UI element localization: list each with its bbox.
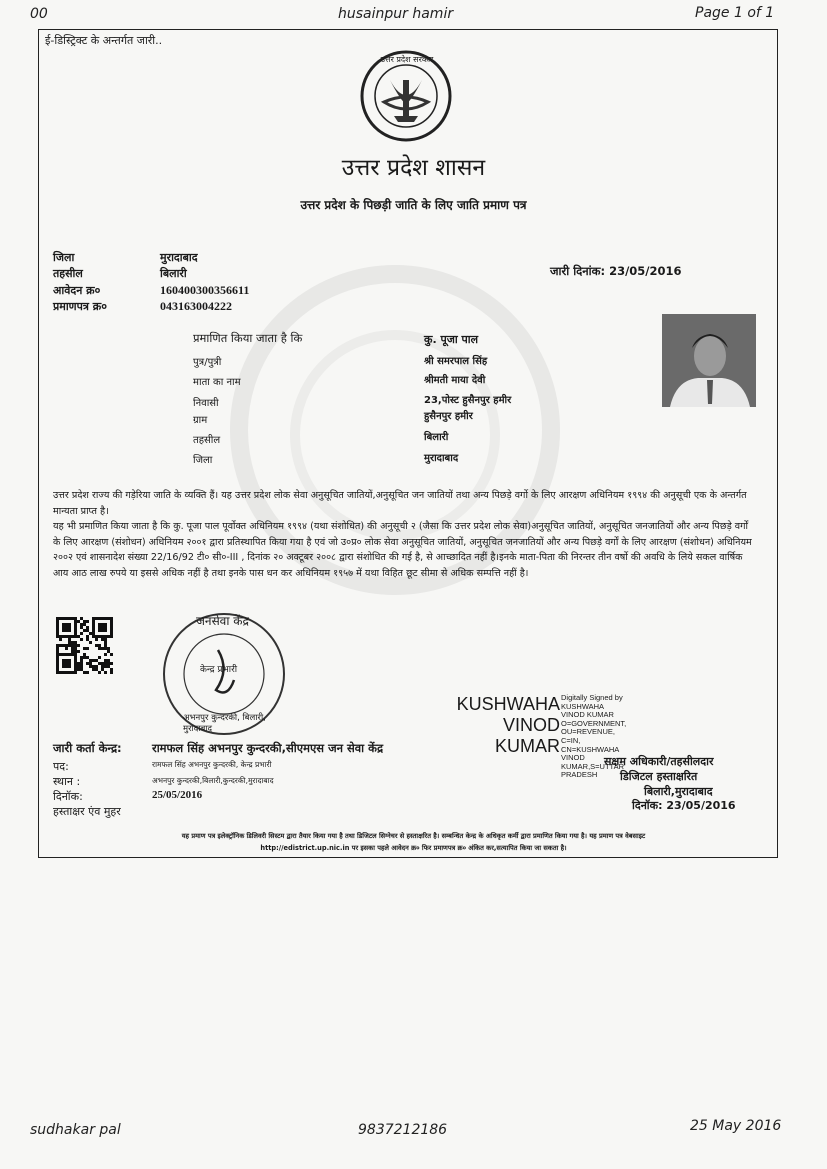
meta-value-certificate: 043163004222 [160, 299, 232, 313]
signature-detail-line: C=IN, [561, 735, 581, 745]
certification-paragraph: यह भी प्रमाणित किया जाता है कि कु. पूजा पाल पूर्वोक्त अधिनियम १९९४ (यथा संशोधित) की अनुसूची २ (जैसा कि उत्तर प्रदेश लोक सेवा)अनुसूचित जातियों, अनुसूचित जनजातियों और अन्य पिछड़े वर्गों के लिए आरक्षण (संशोधन) अधिनियम २००१ द्वारा प्रतिस्थापित किया गया है एवं जो उ०प्र० लोक सेवा अनुसूचित जातियों, अनुसूचित जनजातियों और अन्य पिछड़े वर्गों के लिए आरक्षण (संशोधन) अधिनियम २००२ एवं शासनादेश संख्या 22/16/92 टी० सी०-III , दिनांक २० अक्टूबर २००८ द्वारा संशोधित की गई है, से आच्छादित नहीं है।इनके माता-पिता की निरन्तर तीन वर्षो की अवधि के लिये सकल वार्षिक आय आठ लाख रुपये या इससे अधिक नहीं है तथा इनके पास धन कर अधिनियम १९५७ में यथा विहित छूट सीमा से अधिक सम्पत्ति नहीं है। [53, 521, 752, 579]
detail-label-residence: निवासी [193, 398, 219, 409]
issuer-place-value: अभनपुर कुन्दरकी,बिलारी,कुन्दरकी,मुरादाबाद [152, 776, 274, 785]
caste-paragraph: उत्तर प्रदेश राज्य की गड़ेरिया जाति के व्यक्ति हैं। यह उत्तर प्रदेश लोक सेवा अनुसूचित जातियों,अनुसूचित जन जातियों तथा अन्य पिछड़े वर्गो के लिए आरक्षण अधिनियम १९९४ की अनुसूची एक के अन्तर्गत मान्यता प्राप्त है। [53, 490, 747, 517]
top-note: ई-डिस्ट्रिक्ट के अन्तर्गत जारी.. [45, 34, 163, 47]
issuer-center-value: रामफल सिंह अभनपुर कुन्दरकी,सीएमएस जन सेवा केंद्र [152, 741, 384, 755]
signature-detail-line: CN=KUSHWAHA [561, 744, 620, 754]
header-right: Page 1 of 1 [695, 5, 775, 21]
verification-note: http://edistrict.up.nic.in पर इसका पहले आवेदन क्र० फिर प्रमाणपत्र क्र० अंकित कर,सत्यापित किया जा सकता है। [260, 844, 567, 852]
applicant-photo [662, 314, 756, 407]
emblem-caption: उत्तर प्रदेश सरकार [380, 55, 434, 64]
signature-detail-line: VINOD KUMAR [561, 710, 614, 720]
authority-date: दिनॉक: 23/05/2016 [632, 799, 736, 812]
detail-label-village: ग्राम [193, 415, 208, 426]
stamp-center-text: केन्द्र प्रभारी [200, 665, 238, 675]
signature-detail-line: Digitally Signed by [561, 693, 623, 702]
authority-place: बिलारी,मुरादाबाद [644, 785, 713, 798]
details-intro: प्रमाणित किया जाता है कि [193, 331, 303, 345]
footer-right: 25 May 2016 [690, 1118, 782, 1134]
meta-value-tehsil: बिलारी [160, 267, 187, 280]
issuer-sign-label: हस्ताक्षर एंव मुहर [53, 805, 121, 818]
header-left: 00 [30, 6, 48, 22]
footer-left: sudhakar pal [30, 1122, 121, 1138]
header-center: husainpur hamir [338, 6, 454, 22]
issuer-date-label: दिनॉक: [53, 790, 83, 803]
meta-label-certificate: प्रमाणपत्र क्र० [53, 300, 107, 313]
footer-center: 9837212186 [358, 1122, 448, 1138]
detail-value-mother: श्रीमती माया देवी [424, 375, 486, 386]
certificate-heading: उत्तर प्रदेश शासन [341, 155, 486, 181]
issuer-date-value: 25/05/2016 [152, 789, 203, 801]
authority-digital: डिजिटल हस्ताक्षरित [620, 770, 698, 783]
stamp-top-text: जनसेवा केंद्र [196, 614, 249, 628]
signature-detail-line: OU=REVENUE, [561, 727, 615, 737]
signer-name-line: VINOD [502, 715, 560, 735]
issuer-post-label: पद: [53, 760, 69, 773]
issue-date: जारी दिनांक: 23/05/2016 [550, 264, 682, 278]
detail-value-tehsil: बिलारी [424, 432, 449, 443]
signature-detail-line: KUSHWAHA [561, 701, 605, 711]
detail-value-district: मुरादाबाद [424, 453, 459, 464]
meta-label-application: आवेदन क्र० [53, 284, 101, 297]
detail-value-parent: श्री समरपाल सिंह [424, 356, 488, 367]
signature-detail-line: KUMAR,S=UTTAR [561, 761, 624, 771]
authority-title: सक्षम अधिकारी/तहसीलदार [604, 755, 714, 768]
signature-detail-line: O=GOVERNMENT, [561, 718, 627, 728]
signer-name-line: KUSHWAHA [456, 694, 560, 714]
meta-label-district: जिला [53, 251, 75, 264]
detail-label-parent: पुत्र/पुत्री [193, 357, 222, 368]
signature-detail-line: PRADESH [561, 770, 598, 780]
signer-name [442, 694, 560, 757]
meta-value-application: 160400300356611 [160, 283, 250, 297]
detail-label-mother: माता का नाम [193, 377, 241, 388]
certificate-subtitle: उत्तर प्रदेश के पिछड़ी जाति के लिए जाति प्रमाण पत्र [300, 198, 527, 212]
signer-name-line: KUMAR [494, 736, 560, 756]
qr-code [56, 617, 113, 674]
issuer-post-value: रामफल सिंह अभनपुर कुन्दरकी, केन्द्र प्रभारी [152, 760, 272, 769]
detail-value-residence: 23,पोस्ट हुसैनपुर हमीर [424, 395, 512, 406]
meta-label-tehsil: तहसील [53, 267, 83, 280]
applicant-name: कु. पूजा पाल [424, 333, 479, 346]
meta-value-district: मुरादाबाद [160, 251, 198, 264]
signature-detail-line: VINOD [561, 753, 585, 763]
detail-label-tehsil: तहसील [193, 435, 221, 446]
delivery-note: यह प्रमाण पत्र इलेक्ट्रॉनिक डिलिवरी सिस्टम द्वारा तैयार किया गया है तथा डिजिटल सिग्नेचर से हस्ताक्षरित है। सम्बन्धित केन्द्र के अधिकृत कर्मी द्वारा प्रमाणित किया गया है। यह प्रमाण पत्र वेबसाइट [181, 832, 646, 840]
stamp-bottom-text: अभनपुर कुन्दरकी, बिलारी, मुरादाबाद [183, 713, 266, 734]
issuer-place-label: स्थान : [53, 775, 81, 788]
detail-label-district: जिला [193, 455, 213, 466]
detail-value-village: हुसैनपुर हमीर [424, 411, 473, 422]
issuer-center-label: जारी कर्ता केन्द्र: [53, 741, 122, 755]
